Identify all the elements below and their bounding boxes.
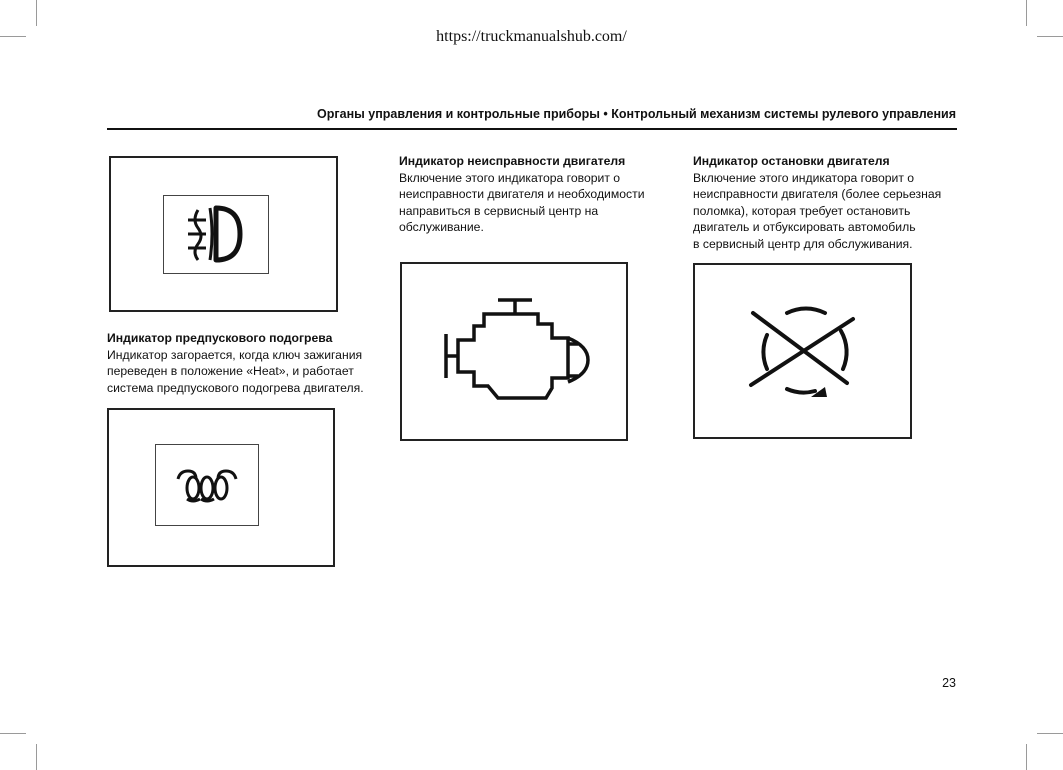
engine-stop-section: [693, 153, 968, 252]
engine-stop-figure: [693, 263, 912, 439]
fog-light-inner-frame: [163, 195, 269, 274]
engine-figure: [400, 262, 628, 441]
page-header: Органы управления и контрольные приборы • Контрольный механизм системы рулевого управления: [317, 107, 956, 121]
engine-stop-icon: [695, 265, 910, 437]
preheat-inner-frame: [155, 444, 259, 526]
crop-mark: [36, 0, 37, 26]
engine-fault-section: [399, 153, 669, 236]
fog-light-icon: [164, 196, 268, 273]
preheat-text: Индикатор загорается, когда ключ зажигания переведен в положение «Heat», и работает система предпускового подогрева двигателя.: [107, 347, 364, 395]
page-number: 23: [942, 676, 956, 690]
source-url: https://truckmanualshub.com/: [436, 28, 627, 45]
engine-icon: [402, 264, 626, 439]
crop-mark: [36, 744, 37, 770]
engine-fault-text: Включение этого индикатора говорит о неисправности двигателя и необходимости направиться в сервисный центр на обслуживание.: [399, 170, 645, 234]
header-rule: [107, 128, 957, 130]
preheat-section: [107, 330, 387, 396]
crop-mark: [1037, 733, 1063, 734]
glow-plug-icon: [156, 445, 258, 525]
engine-stop-text: Включение этого индикатора говорит о неисправности двигателя (более серьезная поломка), которая требует остановить двигатель и отбуксировать автомобиль в сервисный центр для обслуживания.: [693, 170, 942, 251]
engine-fault-title: Индикатор неисправности двигателя: [399, 154, 626, 168]
preheat-title: Индикатор предпускового подогрева: [107, 331, 333, 345]
fog-light-figure: [109, 156, 338, 312]
crop-mark: [1026, 744, 1027, 770]
crop-mark: [1026, 0, 1027, 26]
engine-stop-title: Индикатор остановки двигателя: [693, 154, 890, 168]
crop-mark: [0, 733, 26, 734]
preheat-figure: [107, 408, 335, 567]
